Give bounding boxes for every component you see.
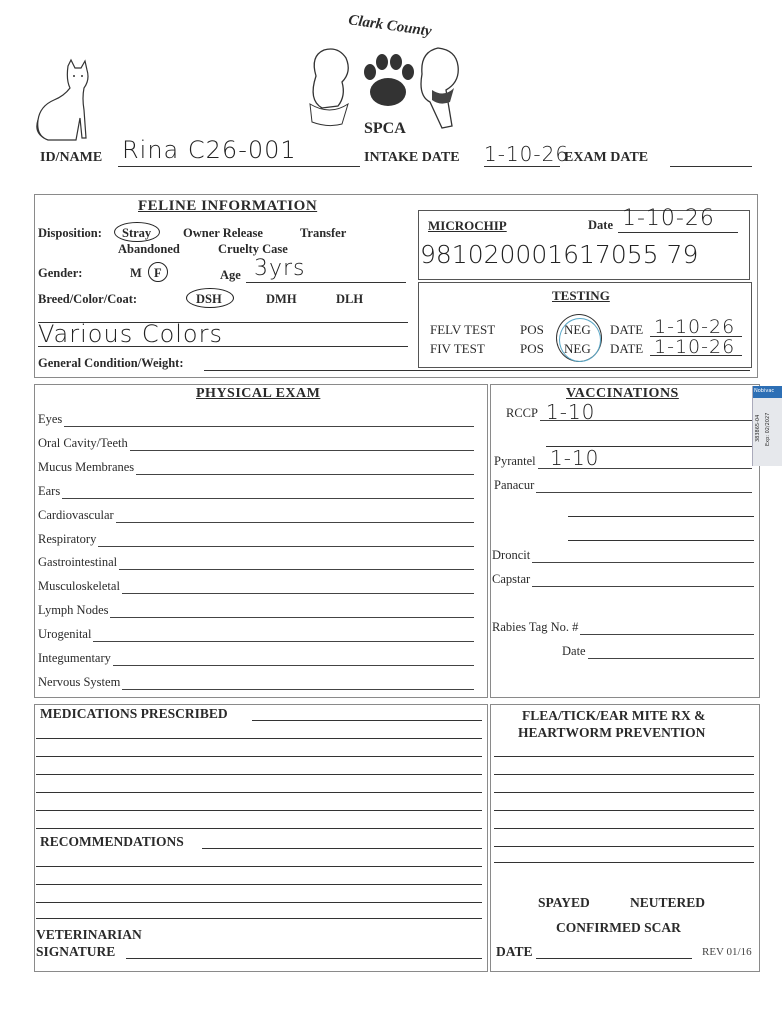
felv-date-label: DATE (610, 322, 644, 337)
sticker-brand: Nobivac (753, 386, 782, 398)
exam-row-label: Mucus Membranes (38, 459, 135, 474)
exam-row[interactable] (38, 484, 474, 499)
blank-line[interactable] (494, 862, 754, 863)
feline-info-title: FELINE INFORMATION (138, 198, 318, 214)
exam-row[interactable] (38, 555, 474, 570)
microchip-date-label: Date (588, 218, 613, 232)
gender-selected-circle (148, 262, 168, 282)
blank-line[interactable] (36, 738, 482, 739)
id-label: ID/NAME (40, 150, 103, 165)
exam-row[interactable] (38, 412, 474, 427)
blank-line[interactable] (36, 792, 482, 793)
flea-date-label: DATE (496, 944, 533, 959)
breed-selected-circle (186, 288, 234, 308)
felv-pos[interactable]: POS (520, 322, 544, 337)
rccp-value[interactable]: 1-10 (546, 400, 596, 424)
exam-row-label: Gastrointestinal (38, 555, 118, 570)
medications-title: MEDICATIONS PRESCRIBED (40, 706, 228, 721)
disposition-abandoned[interactable]: Abandoned (118, 242, 180, 256)
exam-row-label: Ears (38, 483, 61, 498)
fiv-test-label: FIV TEST (430, 341, 485, 356)
droncit-label: Droncit (492, 548, 531, 562)
exam-row-label: Cardiovascular (38, 507, 114, 522)
testing-title: TESTING (552, 288, 610, 303)
disposition-stray[interactable]: Stray (122, 226, 152, 240)
exam-row-label: Integumentary (38, 651, 111, 665)
exam-row[interactable] (38, 460, 474, 475)
exam-row[interactable] (38, 603, 474, 618)
fiv-neg[interactable]: NEG (564, 341, 591, 356)
disposition-label: Disposition: (38, 226, 102, 240)
exam-row-label: Musculoskeletal (38, 579, 120, 594)
fiv-date-value[interactable]: 1-10-26 (654, 336, 736, 358)
vaccine-sticker (752, 386, 782, 466)
vaccinations-title: VACCINATIONS (566, 386, 679, 401)
gender-f[interactable]: F (154, 266, 162, 280)
pyrantel-value[interactable]: 1-10 (550, 446, 600, 470)
condition-label: General Condition/Weight: (38, 356, 184, 370)
cat-sketch-icon (34, 58, 96, 144)
exam-row-label: Urogenital (38, 627, 92, 642)
exam-row-label: Respiratory (38, 531, 97, 546)
felv-date-value[interactable]: 1-10-26 (654, 316, 736, 338)
exam-row-label: Eyes (38, 412, 63, 426)
fiv-date-label: DATE (610, 341, 644, 356)
felv-neg[interactable]: NEG (564, 322, 591, 337)
sticker-lot-a: 383865-04 (755, 414, 761, 442)
rccp-label: RCCP (506, 406, 538, 420)
felv-test-label: FELV TEST (430, 322, 496, 337)
vet-label-line1: VETERINARIAN (36, 927, 142, 942)
blank-line[interactable] (36, 866, 482, 867)
neutered-option[interactable]: NEUTERED (630, 895, 706, 910)
pyrantel-label: Pyrantel (494, 454, 536, 468)
blank-line[interactable] (494, 792, 754, 793)
exam-row[interactable] (38, 675, 474, 690)
breed-label: Breed/Color/Coat: (38, 292, 138, 306)
disposition-cruelty-case[interactable]: Cruelty Case (218, 242, 288, 256)
recommendations-title: RECOMMENDATIONS (40, 834, 184, 849)
color-value[interactable]: Various Colors (38, 320, 223, 348)
intake-date-value[interactable]: 1-10-26 (484, 142, 570, 166)
intake-date-label: INTAKE DATE (364, 150, 460, 165)
breed-dlh[interactable]: DLH (336, 292, 364, 306)
disposition-selected-circle (114, 222, 160, 242)
neg-result-circle-blue (559, 318, 601, 362)
vet-label-line2: SIGNATURE (36, 944, 116, 959)
microchip-number[interactable]: 981020001617055 79 (420, 240, 699, 269)
exam-row[interactable] (38, 532, 474, 547)
logo-org-bottom: SPCA (364, 120, 406, 137)
blank-line[interactable] (494, 756, 754, 757)
exam-row[interactable] (38, 579, 474, 594)
panacur-label: Panacur (494, 478, 535, 492)
id-value[interactable]: Rina C26-001 (122, 136, 297, 164)
fiv-pos[interactable]: POS (520, 341, 544, 356)
blank-line[interactable] (494, 810, 754, 811)
revision-label: REV 01/16 (702, 946, 752, 958)
blank-line[interactable] (494, 774, 754, 775)
blank-line[interactable] (36, 774, 482, 775)
exam-row[interactable] (38, 627, 474, 642)
physical-exam-title: PHYSICAL EXAM (196, 386, 321, 401)
microchip-label: MICROCHIP (428, 218, 507, 233)
exam-row[interactable] (38, 651, 474, 666)
sticker-lot-b: Exp: 02/2027 (765, 412, 771, 446)
breed-dmh[interactable]: DMH (266, 292, 297, 306)
confirmed-scar-option[interactable]: CONFIRMED SCAR (556, 920, 681, 935)
blank-line[interactable] (36, 884, 482, 885)
gender-label: Gender: (38, 266, 83, 280)
exam-row[interactable] (38, 436, 474, 451)
exam-date-label: EXAM DATE (564, 150, 649, 165)
blank-line[interactable] (494, 846, 754, 847)
spayed-option[interactable]: SPAYED (538, 895, 590, 910)
flea-title-line1: FLEA/TICK/EAR MITE RX & (522, 708, 706, 723)
blank-line[interactable] (36, 810, 482, 811)
exam-row-label: Oral Cavity/Teeth (38, 435, 128, 450)
exam-row[interactable] (38, 508, 474, 523)
blank-line[interactable] (494, 828, 754, 829)
logo-org-top: Clark County (347, 12, 433, 40)
rabies-tag-label: Rabies Tag No. # (492, 620, 579, 634)
rabies-date-label: Date (562, 644, 586, 658)
age-value[interactable]: 3yrs (254, 256, 306, 281)
disposition-transfer[interactable]: Transfer (300, 226, 347, 240)
age-label: Age (220, 268, 241, 282)
breed-dsh[interactable]: DSH (196, 292, 222, 306)
logo (302, 12, 472, 146)
exam-row-label: Nervous System (38, 674, 121, 689)
exam-row-label: Lymph Nodes (38, 603, 109, 618)
flea-title-line2: HEARTWORM PREVENTION (518, 725, 706, 740)
blank-line[interactable] (36, 828, 482, 829)
gender-m[interactable]: M (130, 266, 142, 280)
disposition-owner-release[interactable]: Owner Release (183, 226, 263, 240)
blank-line[interactable] (36, 902, 482, 903)
blank-line[interactable] (36, 756, 482, 757)
blank-line[interactable] (36, 918, 482, 919)
microchip-date-value[interactable]: 1-10-26 (622, 206, 715, 231)
capstar-label: Capstar (492, 572, 531, 586)
